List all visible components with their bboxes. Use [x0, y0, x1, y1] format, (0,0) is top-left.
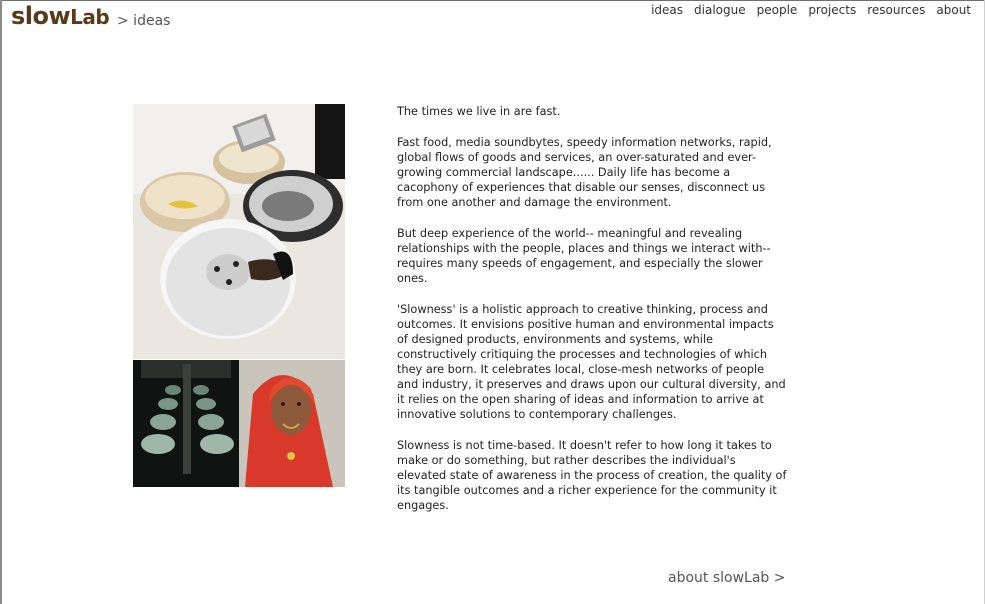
paragraph-intro: The times we live in are fast. — [397, 105, 561, 118]
paragraph-fast-life: Fast food, media soundbytes, speedy information networks, rapid, global flows of goods and services, an over-saturated and ever-growing commercial landscape...... Daily life has become a cacophony of experiences that disable our senses, disconnect us from one another and damage the environment. — [397, 136, 772, 209]
about-slowlab-link[interactable]: about slowLab > — [668, 570, 786, 586]
nav-people[interactable]: people — [756, 3, 798, 17]
site-logo[interactable] — [11, 2, 109, 30]
top-nav — [640, 3, 971, 17]
window-left-border — [0, 0, 2, 604]
logo-lab: Lab — [70, 5, 110, 29]
logo-slow: slow — [11, 2, 71, 30]
nav-resources[interactable]: resources — [867, 3, 926, 17]
paragraph-deep-experience: But deep experience of the world-- meaningful and revealing relationships with the people, places and things we interact with-- requires many speeds of engagement, and especially the slower ones. — [397, 227, 771, 285]
nav-dialogue[interactable]: dialogue — [694, 3, 746, 17]
nav-about[interactable]: about — [936, 3, 971, 17]
nav-projects[interactable]: projects — [808, 3, 857, 17]
bowls-photo — [133, 104, 345, 359]
paragraph-not-time-based: Slowness is not time-based. It doesn't refer to how long it takes to make or do something, but rather describes the individual's elevated state of awareness in the process of creation, the quality of its tangible outcomes and a richer experience for the community it engages. — [397, 439, 787, 512]
paragraph-slowness: 'Slowness' is a holistic approach to creative thinking, process and outcomes. It envisions positive human and environmental impacts of designed products, environments and systems, while constructively critiquing the processes and technologies of which they are born. It celebrates local, close-mesh networks of people and industry, it preserves and draws upon our cultural diversity, and it relies on the open sharing of ideas and information to arrive at innovative solutions to contemporary challenges. — [397, 303, 786, 421]
ideas-text — [397, 104, 787, 529]
glasses-photo — [133, 360, 239, 487]
woman-photo — [239, 360, 345, 487]
ideas-photo-collage — [133, 104, 345, 487]
breadcrumb: > ideas — [117, 13, 171, 29]
nav-ideas[interactable]: ideas — [651, 3, 684, 17]
window-top-border — [0, 0, 985, 1]
